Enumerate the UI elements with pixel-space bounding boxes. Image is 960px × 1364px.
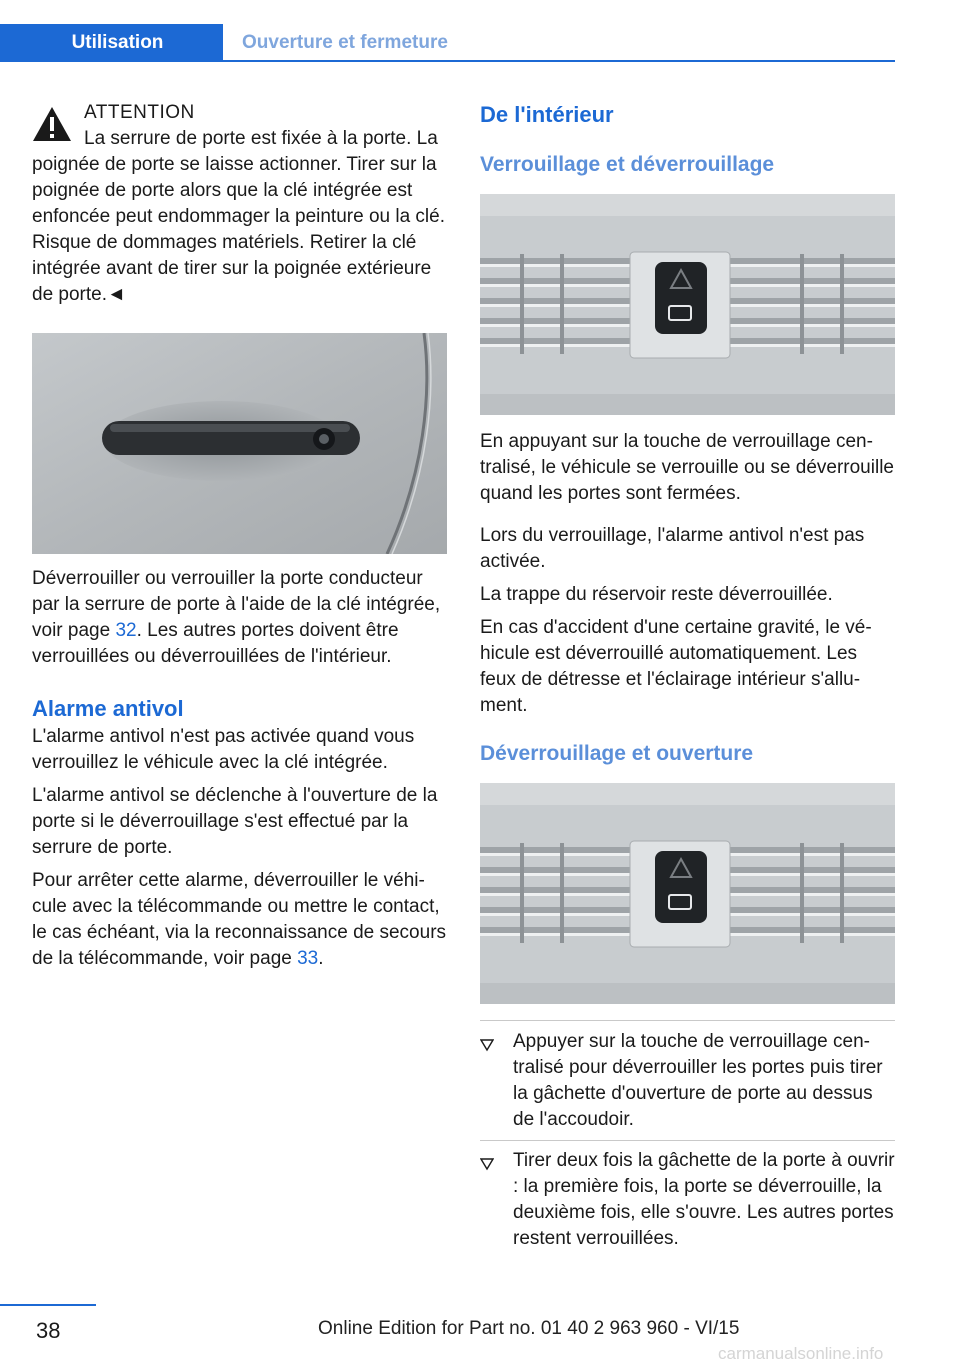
steps-list	[480, 1029, 895, 1252]
right-para-1: En appuyant sur la touche de verrouillage centralisé, le véhicule se verrouille ou se déverrouille quand les portes sont fermées.	[480, 431, 894, 504]
page-footer	[0, 1304, 960, 1362]
footer-rule	[0, 1304, 96, 1306]
alarm-para-1: L'alarme antivol n'est pas activée quand vous verrouillez le véhicule avec la clé intégrée.	[32, 726, 415, 773]
alarm-para-2: L'alarme antivol se déclenche à l'ouverture de la porte si le déverrouillage s'est effectué par la serrure de porte.	[32, 785, 438, 858]
steps-list-wrap	[480, 1020, 895, 1252]
subheading-deverrouillage-ouverture: Déverrouillage et ouverture	[480, 742, 754, 765]
right-para-3: La trappe du réservoir reste déverrouillée.	[480, 584, 833, 605]
page-link-33[interactable]: 33	[297, 948, 319, 969]
right-column	[480, 100, 895, 1252]
door-handle-photo	[32, 333, 447, 554]
heading-de-linterieur: De l'intérieur	[480, 102, 614, 127]
central-lock-button-photo-2	[480, 783, 895, 1004]
right-para-4: En cas d'accident d'une certaine gravité, le véhicule est déverrouillé automatiquement. Les feux de détresse et l'éclairage intérieur s'allument.	[480, 617, 872, 716]
triangle-bullet-icon	[480, 1038, 494, 1052]
header-rule	[0, 60, 895, 62]
page-header	[0, 24, 895, 62]
left-column	[32, 100, 447, 972]
subheading-verrouillage: Verrouillage et déverrouillage	[480, 153, 775, 176]
warning-block	[32, 100, 447, 308]
list-item: Appuyer sur la touche de verrouillage centralisé pour déverrouiller les portes puis tirer la gâchette d'ouverture de porte au dessus de l'accoudoir.	[480, 1029, 895, 1133]
warning-text-line1: La serrure de porte est fixée à la porte. La	[84, 128, 438, 149]
warning-triangle-icon	[32, 106, 72, 142]
right-para-2: Lors du verrouillage, l'alarme antivol n'est pas activée.	[480, 525, 865, 572]
watermark-text: carmanualsonline.info	[718, 1344, 884, 1363]
page-link-32[interactable]: 32	[115, 620, 137, 641]
para-door-lock: Déverrouiller ou verrouiller la porte conducteur par la serrure de porte à l'aide de la clé intégrée, voir page 32. Les autres portes doivent être verrouillées ou déverrouillées de l'intérieur.	[32, 568, 441, 667]
central-lock-button-photo-1	[480, 194, 895, 415]
list-item: Tirer deux fois la gâchette de la porte à ouvrir : la première fois, la porte se déverrouille, la deuxième fois, elle s'ouvre. Les autres portes restent verrouillées.	[480, 1140, 895, 1252]
edition-text: Online Edition for Part no. 01 40 2 963 960 - VI/15	[318, 1318, 740, 1339]
triangle-bullet-icon	[480, 1157, 494, 1171]
alarm-para-3: Pour arrêter cette alarme, déverrouiller le véhicule avec la télécommande ou mettre le contact, le cas échéant, via la reconnaissance de secours de la télécommande, voir page 33.	[32, 870, 447, 969]
warning-text: poignée de porte se laisse actionner. Tirer sur la poignée de porte alors que la clé intégrée est enfoncée peut endommager la peinture ou la clé. Risque de dommages matériels. Retirer la clé intégrée avant de tirer sur la poignée extérieure de porte.◄	[32, 154, 445, 305]
warning-title: ATTENTION	[84, 102, 195, 123]
page-number: 38	[36, 1318, 61, 1343]
tab-utilisation[interactable]: Utilisation	[0, 24, 223, 62]
heading-alarme-antivol: Alarme antivol	[32, 696, 184, 721]
tab-ouverture-fermeture[interactable]: Ouverture et fermeture	[242, 32, 448, 53]
